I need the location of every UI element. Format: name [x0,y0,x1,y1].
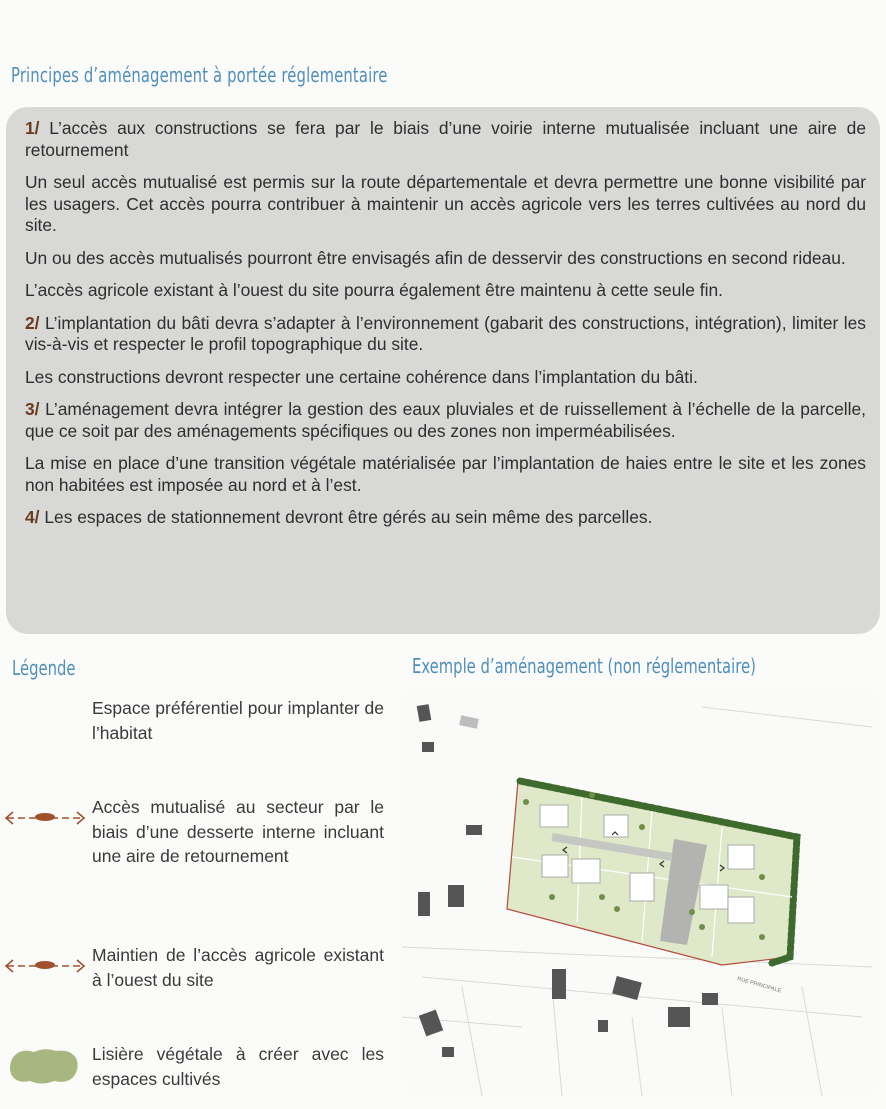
rule-paragraph-2: Un seul accès mutualisé est permis sur la route départementale et devra permettre une bonne visibilité par les usagers. Cet accès pourra contribuer à maintenir un accès agricole vers les terres cultivées au nord du site. [25,172,866,235]
example-title: Exemple d’aménagement (non réglementaire) [412,654,756,678]
page-title: Principes d’aménagement à portée réglementaire [11,63,388,87]
rule-paragraph-4: L’accès agricole existant à l’ouest du site pourra également être maintenu à cette seule fin. [25,280,723,300]
legend-label-agricultural-access: Maintien de l’accès agricole existant à l’ouest du site [92,945,384,990]
rule-paragraph-5 [25,313,866,356]
rule-number-2: 2/ [25,312,40,333]
rule-paragraph-6: Les constructions devront respecter une certaine cohérence dans l’implantation du bâti. [25,366,698,387]
rule-text-4: Les espaces de stationnement devront être gérés au sein même des parcelles. [39,507,653,527]
rule-paragraph-1 [25,118,866,161]
rule-paragraph-9 [25,507,866,529]
legend-label-shared-access: Accès mutualisé au secteur par le biais d’une desserte interne incluant une aire de retournement [92,797,384,866]
road-name-label: RUE PRINCIPALE [736,976,782,995]
rules-box [6,107,880,634]
rule-paragraph-3: Un ou des accès mutualisés pourront être envisagés afin de desservir des constructions en second rideau. [25,247,846,268]
rule-number-1: 1/ [25,118,40,138]
legend-title: Légende [12,656,76,680]
double-arrow-icon [3,957,87,975]
legend-label-hedge: Lisière végétale à créer avec les espaces cultivés [92,1044,384,1089]
site-plan [402,687,880,1096]
green-blob-icon [8,1046,80,1086]
grey-building [459,715,479,729]
legend-label-habitat: Espace préférentiel pour implanter de l’habitat [92,698,384,743]
double-arrow-icon [3,809,87,827]
example-plan-map [402,687,880,1096]
rule-number-3: 3/ [25,399,40,419]
rule-text-2: L’implantation du bâti devra s’adapter à l’environnement (gabarit des constructions, intégration), limiter les vis-à-vis et respecter le profil topographique du site. [25,312,866,354]
pale-fill-icon [8,702,78,742]
rule-paragraph-7 [25,399,866,442]
rule-text-3: L’aménagement devra intégrer la gestion des eaux pluviales et de ruissellement à l’échelle de la parcelle, que ce soit par des aménagements spécifiques ou des zones non imperméabilisées. [25,399,866,441]
rule-paragraph-8: La mise en place d’une transition végétale matérialisée par l’implantation de haies entre le site et les zones non habitées est imposée au nord et à l’est. [25,453,866,495]
rule-text-1: L’accès aux constructions se fera par le biais d’une voirie interne mutualisée incluant une aire de retournement [25,118,866,160]
rule-number-4: 4/ [25,507,40,527]
